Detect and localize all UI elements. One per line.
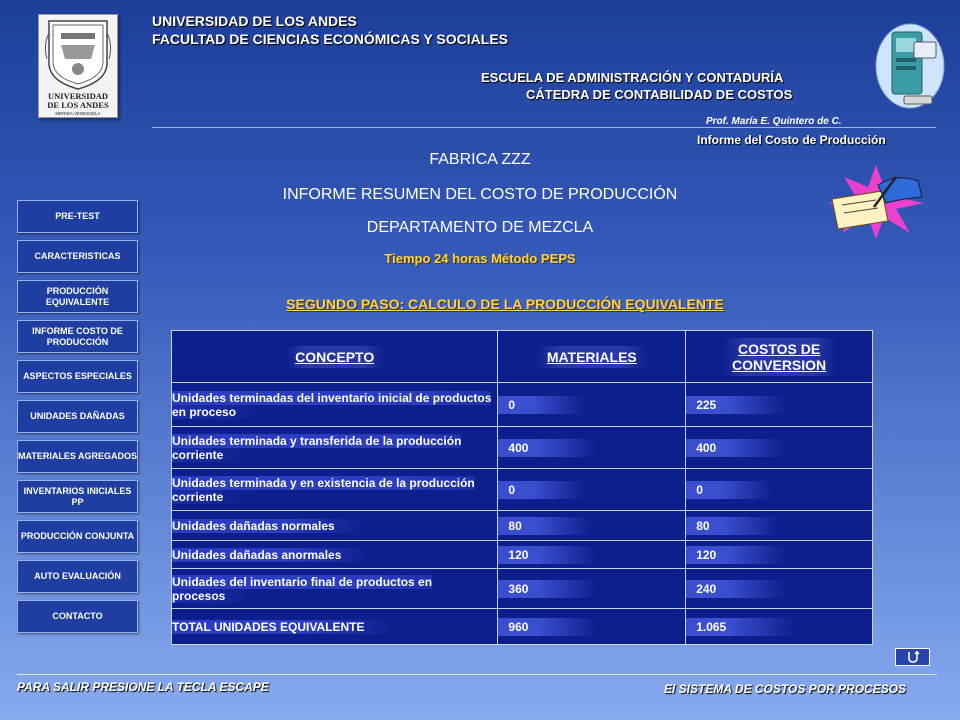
row-concept: Unidades dañadas anormales — [172, 548, 371, 562]
logo-text-3: MERIDA VENEZUELA — [55, 111, 101, 116]
report-title: INFORME RESUMEN DEL COSTO DE PRODUCCIÓN — [282, 186, 678, 203]
row-concept: Unidades terminadas del inventario inicial de productos en proceso — [172, 390, 492, 419]
table-total-row — [172, 609, 873, 645]
department-title: DEPARTAMENTO DE MEZCLA — [366, 219, 594, 236]
professor-name: Prof. María E. Quintero de C. — [706, 116, 842, 127]
row-concept: Unidades del inventario final de productos en procesos — [172, 574, 433, 603]
nav-auto-evaluacion[interactable]: AUTO EVALUACIÓN — [17, 560, 138, 593]
row-materials-total: 960 — [498, 618, 598, 636]
table-row — [172, 383, 873, 427]
university-crest-icon — [39, 15, 117, 117]
row-concept-total: TOTAL UNIDADES EQUIVALENTE — [172, 620, 394, 634]
school-name: ESCUELA DE ADMINISTRACIÓN Y CONTADURÍA — [481, 70, 784, 85]
logo-text-1: UNIVERSIDAD — [48, 91, 108, 101]
nav-caracteristicas[interactable]: CARACTERISTICAS — [17, 240, 138, 273]
computer-clipart — [874, 22, 946, 117]
row-concept: Unidades dañadas normales — [172, 519, 365, 533]
faculty-name: FACULTAD DE CIENCIAS ECONÓMICAS Y SOCIALES — [152, 31, 508, 47]
row-conversion: 0 — [686, 481, 773, 499]
row-conversion: 120 — [686, 546, 786, 564]
row-materials: 360 — [498, 580, 598, 598]
exit-hint: PARA SALIR PRESIONE LA TECLA ESCAPE — [17, 680, 269, 694]
row-concept: Unidades terminada y transferida de la producción corriente — [172, 433, 462, 462]
header-costos-conversion: COSTOS DE CONVERSION — [686, 331, 873, 383]
table-row — [172, 569, 873, 609]
system-name: El SISTEMA DE COSTOS POR PROCESOS — [664, 682, 907, 696]
row-concept: Unidades terminada y en existencia de la producción corriente — [172, 475, 475, 504]
row-materials: 120 — [498, 546, 598, 564]
nav-materiales-agregados[interactable]: MATERIALES AGREGADOS — [17, 440, 138, 473]
header-divider — [152, 127, 936, 128]
table-row — [172, 427, 873, 469]
header-concepto: CONCEPTO — [172, 331, 498, 383]
chair-name: CÁTEDRA DE CONTABILIDAD DE COSTOS — [526, 87, 793, 102]
row-materials: 0 — [498, 481, 585, 499]
row-conversion: 80 — [686, 517, 779, 535]
section-subtitle: Informe del Costo de Producción — [697, 133, 886, 147]
writing-clipart — [826, 163, 926, 244]
row-conversion-total: 1.065 — [686, 618, 796, 636]
return-arrow-icon — [906, 651, 920, 663]
hand-writing-clipart-icon — [826, 163, 926, 239]
nav-aspectos-especiales[interactable]: ASPECTOS ESPECIALES — [17, 360, 138, 393]
table-row — [172, 511, 873, 541]
university-logo — [38, 14, 118, 118]
footer-divider — [17, 674, 937, 675]
nav-pre-test[interactable]: PRE-TEST — [17, 200, 138, 233]
logo-text-2: DE LOS ANDES — [47, 100, 109, 110]
row-materials: 80 — [498, 517, 591, 535]
factory-title: FABRICA ZZZ — [429, 151, 531, 168]
row-materials: 0 — [498, 396, 585, 414]
header-materiales: MATERIALES — [498, 331, 686, 383]
return-button[interactable] — [895, 648, 930, 666]
row-conversion: 240 — [686, 580, 786, 598]
row-conversion: 225 — [686, 396, 786, 414]
nav-unidades-danadas[interactable]: UNIDADES DAÑADAS — [17, 400, 138, 433]
nav-contacto[interactable]: CONTACTO — [17, 600, 138, 633]
table-row — [172, 469, 873, 511]
nav-produccion-equivalente[interactable]: PRODUCCIÓN EQUIVALENTE — [17, 280, 138, 313]
row-conversion: 400 — [686, 439, 786, 457]
table-header-row — [172, 331, 873, 383]
table-row — [172, 541, 873, 569]
row-materials: 400 — [498, 439, 598, 457]
nav-inventarios-iniciales[interactable]: INVENTARIOS INICIALES PP — [17, 480, 138, 513]
university-name: UNIVERSIDAD DE LOS ANDES — [152, 13, 357, 29]
nav-produccion-conjunta[interactable]: PRODUCCIÓN CONJUNTA — [17, 520, 138, 553]
step-title: SEGUNDO PASO: CALCULO DE LA PRODUCCIÓN EQUIVALENTE — [286, 296, 724, 312]
nav-informe-costo[interactable]: INFORME COSTO DE PRODUCCIÓN — [17, 320, 138, 353]
equivalent-production-table — [171, 330, 873, 645]
computer-clipart-icon — [874, 22, 946, 112]
time-method: Tiempo 24 horas Método PEPS — [384, 251, 576, 266]
